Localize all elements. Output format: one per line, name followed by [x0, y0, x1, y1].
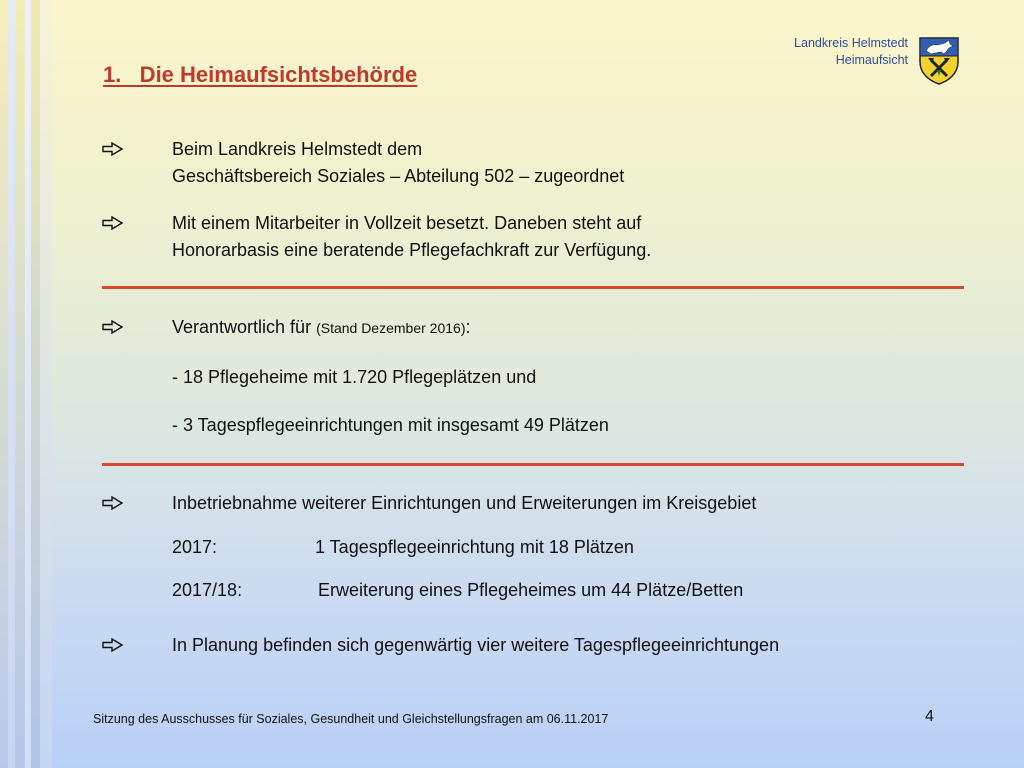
bullet-text: Verantwortlich für (Stand Dezember 2016):	[172, 317, 471, 337]
footer-text: Sitzung des Ausschusses für Soziales, Gesundheit und Gleichstellungsfragen am 06.11.2017	[93, 712, 609, 726]
schedule-year: 2017:	[172, 537, 218, 557]
sub-item-day-care: - 3 Tagespflegeeinrichtungen mit insgesamt 49 Plätzen	[172, 415, 609, 435]
org-department: Heimaufsicht	[835, 53, 908, 67]
right-arrow-outline-icon	[100, 632, 128, 658]
bullet-text: Geschäftsbereich Soziales – Abteilung 502 – zugeordnet	[172, 166, 625, 186]
org-name: Landkreis Helmstedt	[794, 36, 908, 50]
bullet-text: Inbetriebnahme weiterer Einrichtungen und Erweiterungen im Kreisgebiet	[172, 493, 757, 513]
sub-item-nursing-homes: - 18 Pflegeheime mit 1.720 Pflegeplätzen und	[172, 367, 537, 387]
page-number: 4	[925, 708, 934, 725]
schedule-text: Erweiterung eines Pflegeheimes um 44 Plätze/Betten	[318, 580, 744, 600]
date-note: (Stand Dezember 2016)	[316, 320, 466, 336]
right-arrow-outline-icon	[100, 136, 128, 162]
schedule-text: 1 Tagespflegeeinrichtung mit 18 Plätzen	[315, 537, 634, 557]
schedule-year: 2017/18:	[172, 580, 243, 600]
coat-of-arms-icon	[918, 36, 960, 86]
right-arrow-outline-icon	[100, 314, 128, 340]
schedule-row-2017	[172, 534, 634, 560]
bullet-text: Mit einem Mitarbeiter in Vollzeit besetzt. Daneben steht auf	[172, 213, 642, 233]
section-divider	[102, 463, 964, 466]
schedule-row-2017-18	[172, 577, 744, 603]
organization-header	[794, 35, 908, 69]
left-decorative-stripes	[0, 0, 55, 768]
bullet-text: In Planung befinden sich gegenwärtig vier weitere Tagespflegeeinrichtungen	[172, 635, 780, 655]
bullet-text: Beim Landkreis Helmstedt dem	[172, 139, 423, 159]
section-divider	[102, 286, 964, 289]
right-arrow-outline-icon	[100, 490, 128, 516]
bullet-text: Honorarbasis eine beratende Pflegefachkraft zur Verfügung.	[172, 240, 652, 260]
page-title: 1. Die Heimaufsichtsbehörde	[103, 62, 418, 87]
right-arrow-outline-icon	[100, 210, 128, 236]
